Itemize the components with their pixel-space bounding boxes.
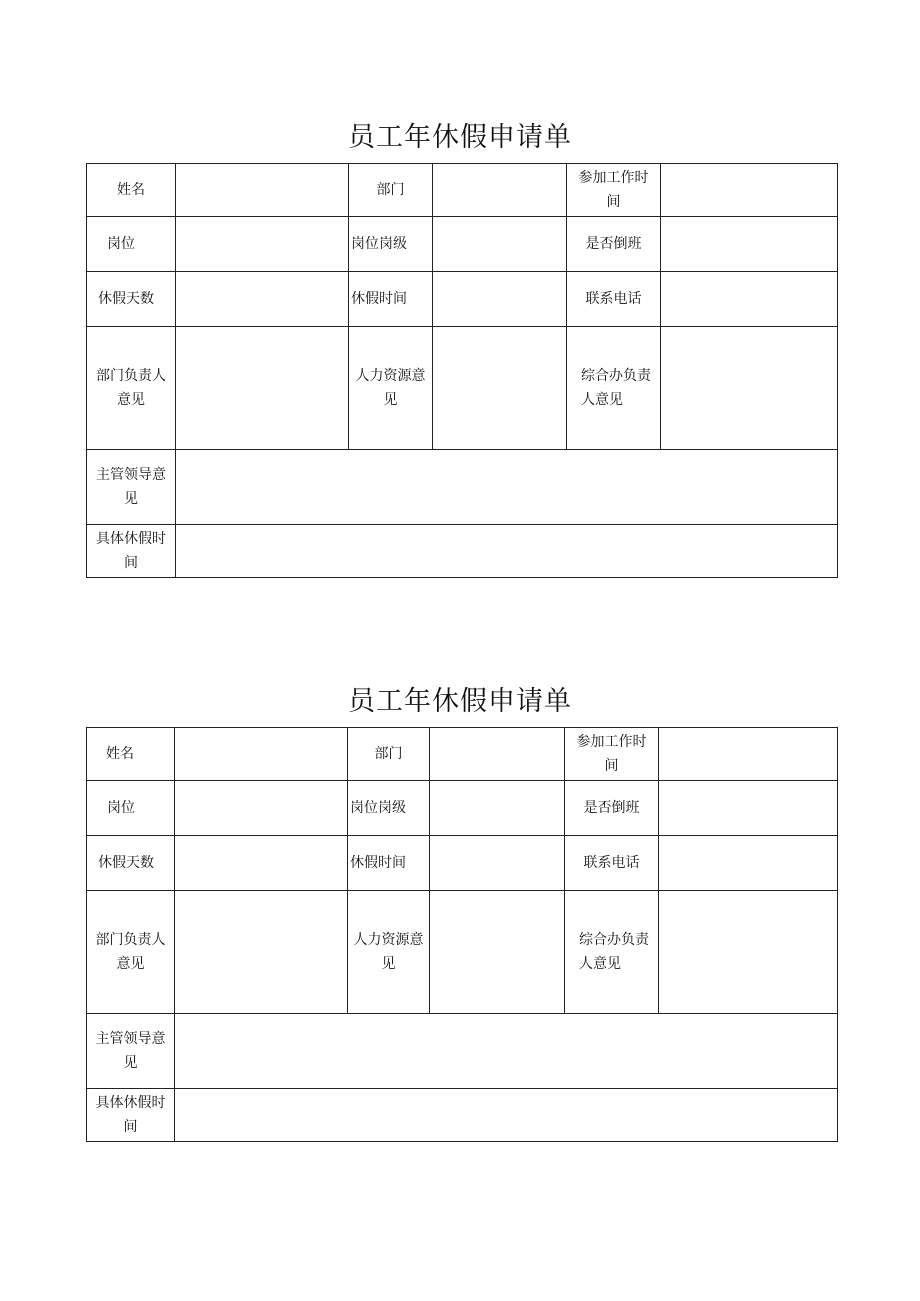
hr-opinion-label: 人力资源意见 xyxy=(349,327,433,450)
table-row xyxy=(87,781,838,836)
phone-field[interactable] xyxy=(661,272,838,327)
specific-time-field[interactable] xyxy=(176,525,838,578)
position-label: 岗位 xyxy=(87,217,176,272)
shift-label: 是否倒班 xyxy=(565,781,659,836)
name-label: 姓名 xyxy=(87,728,175,781)
leader-opinion-field[interactable] xyxy=(176,450,838,525)
office-head-opinion-label: 综合办负责人意见 xyxy=(565,891,659,1014)
specific-time-field[interactable] xyxy=(175,1089,838,1142)
phone-field[interactable] xyxy=(659,836,838,891)
specific-time-label: 具体休假时间 xyxy=(87,1089,175,1142)
shift-field[interactable] xyxy=(661,217,838,272)
form-title: 员工年休假申请单 xyxy=(348,686,572,717)
specific-time-label: 具体休假时间 xyxy=(87,525,176,578)
dept-head-opinion-label: 部门负责人意见 xyxy=(87,891,175,1014)
department-label: 部门 xyxy=(348,728,430,781)
leave-days-field[interactable] xyxy=(176,272,349,327)
office-head-opinion-field[interactable] xyxy=(659,891,838,1014)
table-row xyxy=(87,1089,838,1142)
name-field[interactable] xyxy=(175,728,348,781)
leader-opinion-field[interactable] xyxy=(175,1014,838,1089)
leave-time-field[interactable] xyxy=(433,272,567,327)
department-field[interactable] xyxy=(430,728,565,781)
office-head-opinion-label: 综合办负责人意见 xyxy=(567,327,661,450)
leave-days-field[interactable] xyxy=(175,836,348,891)
leave-days-label: 休假天数 xyxy=(87,836,175,891)
position-grade-field[interactable] xyxy=(433,217,567,272)
leave-application-table xyxy=(86,163,838,578)
position-grade-label: 岗位岗级 xyxy=(349,217,433,272)
position-label: 岗位 xyxy=(87,781,175,836)
work-start-label: 参加工作时间 xyxy=(567,164,661,217)
department-label: 部门 xyxy=(349,164,433,217)
leader-opinion-label: 主管领导意见 xyxy=(87,450,176,525)
phone-label: 联系电话 xyxy=(565,836,659,891)
table-row xyxy=(87,728,838,781)
table-row xyxy=(87,450,838,525)
dept-head-opinion-field[interactable] xyxy=(176,327,349,450)
phone-label: 联系电话 xyxy=(567,272,661,327)
hr-opinion-label: 人力资源意见 xyxy=(348,891,430,1014)
department-field[interactable] xyxy=(433,164,567,217)
table-row xyxy=(87,525,838,578)
position-grade-field[interactable] xyxy=(430,781,565,836)
shift-label: 是否倒班 xyxy=(567,217,661,272)
dept-head-opinion-label: 部门负责人意见 xyxy=(87,327,176,450)
position-grade-label: 岗位岗级 xyxy=(348,781,430,836)
leave-application-table xyxy=(86,727,838,1142)
leave-time-label: 休假时间 xyxy=(348,836,430,891)
hr-opinion-field[interactable] xyxy=(430,891,565,1014)
leave-time-label: 休假时间 xyxy=(349,272,433,327)
form-title: 员工年休假申请单 xyxy=(348,122,572,153)
position-field[interactable] xyxy=(176,217,349,272)
office-head-opinion-field[interactable] xyxy=(661,327,838,450)
name-label: 姓名 xyxy=(87,164,176,217)
table-row xyxy=(87,272,838,327)
position-field[interactable] xyxy=(175,781,348,836)
table-row xyxy=(87,836,838,891)
hr-opinion-field[interactable] xyxy=(433,327,567,450)
shift-field[interactable] xyxy=(659,781,838,836)
leave-time-field[interactable] xyxy=(430,836,565,891)
table-row xyxy=(87,164,838,217)
name-field[interactable] xyxy=(176,164,349,217)
leader-opinion-label: 主管领导意见 xyxy=(87,1014,175,1089)
table-row xyxy=(87,327,838,450)
leave-days-label: 休假天数 xyxy=(87,272,176,327)
dept-head-opinion-field[interactable] xyxy=(175,891,348,1014)
table-row xyxy=(87,891,838,1014)
work-start-field[interactable] xyxy=(659,728,838,781)
table-row xyxy=(87,1014,838,1089)
work-start-field[interactable] xyxy=(661,164,838,217)
table-row xyxy=(87,217,838,272)
work-start-label: 参加工作时间 xyxy=(565,728,659,781)
